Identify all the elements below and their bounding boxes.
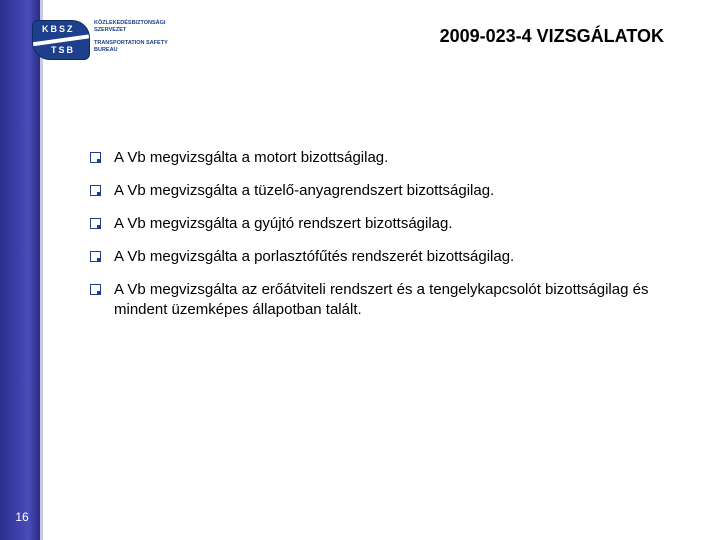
sidebar-edge bbox=[40, 0, 43, 540]
slide-title: 2009-023-4 VIZSGÁLATOK bbox=[439, 26, 664, 46]
logo-abbr-top: KBSZ bbox=[42, 24, 75, 34]
logo-abbr-bottom: TSB bbox=[51, 45, 75, 55]
logo-line-2: SZERVEZET bbox=[94, 27, 127, 33]
checkbox-bullet-icon bbox=[90, 152, 101, 163]
bullet-item bbox=[88, 280, 688, 320]
bullet-item bbox=[88, 247, 688, 267]
logo-text bbox=[94, 20, 204, 54]
checkbox-bullet-icon bbox=[90, 251, 101, 262]
bullet-text: A Vb megvizsgálta a tüzelő-anyagrendszert bizottságilag. bbox=[114, 182, 495, 199]
slide-sidebar bbox=[0, 0, 40, 540]
bullet-item bbox=[88, 148, 688, 168]
checkbox-bullet-icon bbox=[90, 218, 101, 229]
bullet-text: A Vb megvizsgálta a gyújtó rendszert bizottságilag. bbox=[114, 215, 453, 232]
logo-line-1: KÖZLEKEDÉSBIZTONSÁGI bbox=[94, 20, 166, 26]
page-number: 16 bbox=[15, 510, 29, 524]
logo-line-3: TRANSPORTATION SAFETY bbox=[94, 40, 168, 46]
bullet-item bbox=[88, 181, 688, 201]
bullet-item bbox=[88, 214, 688, 234]
logo-badge bbox=[32, 20, 90, 60]
checkbox-bullet-icon bbox=[90, 284, 101, 295]
bullet-text: A Vb megvizsgálta az erőátviteli rendszert és a tengelykapcsolót bizottságilag és mindent üzemképes állapotban talált. bbox=[114, 281, 649, 318]
bullet-text: A Vb megvizsgálta a porlasztófűtés rendszerét bizottságilag. bbox=[114, 248, 515, 265]
bullet-text: A Vb megvizsgálta a motort bizottságilag. bbox=[114, 149, 389, 166]
bullet-list bbox=[88, 148, 688, 333]
checkbox-bullet-icon bbox=[90, 185, 101, 196]
tsb-logo bbox=[30, 16, 200, 62]
logo-line-4: BUREAU bbox=[94, 47, 118, 53]
